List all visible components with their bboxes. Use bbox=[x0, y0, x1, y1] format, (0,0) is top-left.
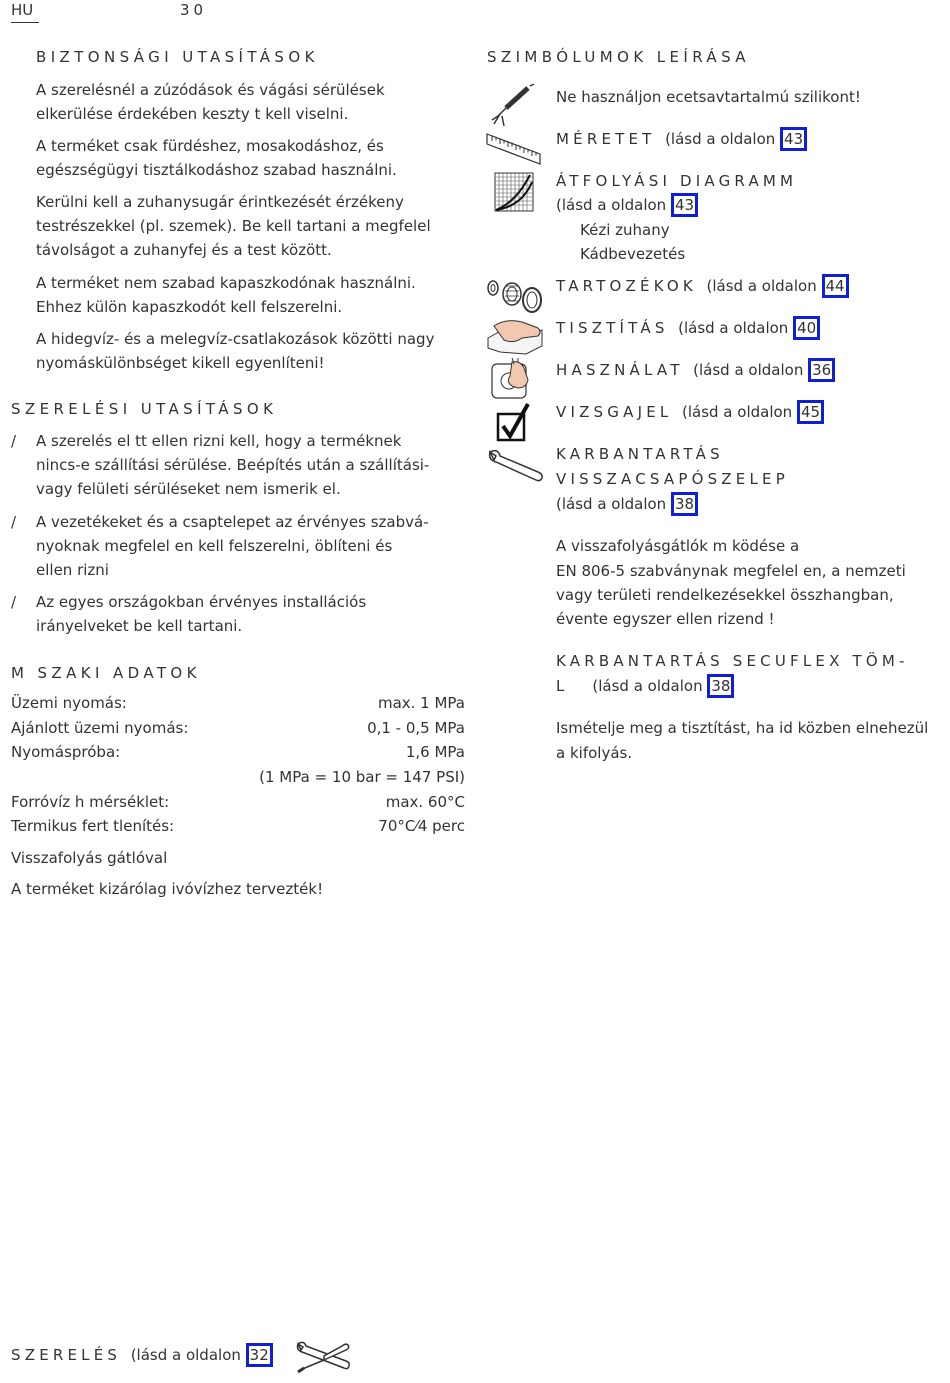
tools-icon bbox=[294, 1338, 352, 1376]
maintenance-text-line: EN 806-5 szabványnak megfelel en, a nemzeti bbox=[556, 562, 906, 580]
dimensions-label: MÉRETET bbox=[556, 130, 656, 148]
checkbox-icon bbox=[496, 402, 532, 444]
maintenance-valve-ref bbox=[556, 492, 698, 516]
maintenance-hose-label-2: L bbox=[556, 677, 569, 695]
safety-line: testrészekkel (pl. szemek). Be kell tartani a megfelel bbox=[36, 217, 431, 235]
install-line: vagy felületi sérüléseket nem ismerik el. bbox=[36, 480, 341, 498]
install-line: A szerelés el tt ellen rizni kell, hogy a terméknek bbox=[36, 432, 402, 450]
see-page-text: (lásd a oldalon bbox=[556, 495, 667, 513]
usage-icon bbox=[490, 358, 538, 400]
safety-line: A szerelésnél a zúzódások és vágási sérülések bbox=[36, 81, 385, 99]
safety-line: egészségügyi tisztálkodáshoz szabad használni. bbox=[36, 161, 397, 179]
tech-label: Forróvíz h mérséklet: bbox=[11, 793, 170, 811]
flow-sub-hand-shower: Kézi zuhany bbox=[580, 221, 670, 239]
maintenance-hose-page-link[interactable]: 38 bbox=[707, 674, 734, 698]
safety-line: A hidegvíz- és a melegvíz-csatlakozások közötti nagy bbox=[36, 330, 435, 348]
see-page-text: (lásd a oldalon bbox=[556, 196, 667, 214]
tech-label: Termikus fert tlenítés: bbox=[11, 817, 175, 835]
safety-title: BIZTONSÁGI UTASÍTÁSOK bbox=[36, 48, 319, 66]
maintenance-valve-label-1: KARBANTARTÁS bbox=[556, 445, 724, 463]
test-mark-label: VIZSGAJEL bbox=[556, 403, 673, 421]
tech-value: max. 60°C bbox=[385, 793, 465, 811]
tech-value: 1,6 MPa bbox=[405, 743, 465, 761]
flow-page-link[interactable]: 43 bbox=[671, 193, 698, 217]
footer-installation-label: SZERELÉS bbox=[11, 1346, 122, 1364]
bullet: / bbox=[11, 432, 17, 450]
maintenance-valve-page-link[interactable]: 38 bbox=[671, 492, 698, 516]
ruler-icon bbox=[486, 130, 542, 166]
install-line: Az egyes országokban érvényes installációs bbox=[36, 593, 367, 611]
install-line: nincs-e szállítási sérülése. Beépítés után a szállítási- bbox=[36, 456, 430, 474]
tech-title: M SZAKI ADATOK bbox=[11, 664, 201, 682]
tech-value: 70°C⁄4 perc bbox=[378, 817, 465, 835]
cleaning-row bbox=[556, 316, 820, 340]
see-page-text: (lásd a oldalon bbox=[706, 277, 817, 295]
usage-label: HASZNÁLAT bbox=[556, 361, 684, 379]
tech-value: 0,1 - 0,5 MPa bbox=[367, 719, 465, 737]
tech-label: Nyomáspróba: bbox=[11, 743, 121, 761]
repeat-text-line: Ismételje meg a tisztítást, ha id közben elnehezül bbox=[556, 719, 929, 737]
bullet: / bbox=[11, 513, 17, 531]
accessories-row bbox=[556, 274, 849, 298]
repeat-text-line: a kifolyás. bbox=[556, 744, 633, 762]
flow-diagram-icon bbox=[494, 172, 534, 212]
tech-value: (1 MPa = 10 bar = 147 PSI) bbox=[259, 768, 465, 786]
safety-line: Ehhez külön kapaszkodót kell felszerelni. bbox=[36, 298, 343, 316]
cleaning-icon bbox=[486, 316, 544, 356]
safety-line: A terméket csak fürdéshez, mosakodáshoz, és bbox=[36, 137, 384, 155]
see-page-text: (lásd a oldalon bbox=[681, 403, 793, 421]
flow-sub-bath-inlet: Kádbevezetés bbox=[580, 245, 686, 263]
footer-installation-row bbox=[11, 1343, 273, 1367]
wrench-icon bbox=[486, 446, 544, 486]
dimensions-page-link[interactable]: 43 bbox=[780, 127, 807, 151]
flow-diagram-label: ÁTFOLYÁSI DIAGRAMM bbox=[556, 172, 798, 190]
accessories-page-link[interactable]: 44 bbox=[822, 274, 849, 298]
install-line: nyoknak megfelel en kell felszerelni, öblíteni és bbox=[36, 537, 393, 555]
install-line: irányelveket be kell tartani. bbox=[36, 617, 243, 635]
test-mark-page-link[interactable]: 45 bbox=[797, 400, 824, 424]
tech-label: Üzemi nyomás: bbox=[11, 694, 127, 712]
safety-line: elkerülése érdekében keszty t kell viselni. bbox=[36, 105, 349, 123]
footer-page-link[interactable]: 32 bbox=[246, 1343, 273, 1367]
silicone-gun-icon bbox=[490, 84, 536, 128]
install-line: A vezetékeket és a csaptelepet az érvényes szabvá- bbox=[36, 513, 429, 531]
bullet: / bbox=[11, 593, 17, 611]
maintenance-text-line: évente egyszer ellen rizend ! bbox=[556, 610, 775, 628]
see-page-text: (lásd a oldalon bbox=[592, 677, 703, 695]
safety-line: nyomáskülönbséget kikell egyenlíteni! bbox=[36, 354, 325, 372]
drinking-water-text: A terméket kizárólag ivóvízhez tervezték! bbox=[11, 880, 324, 898]
backflow-text: Visszafolyás gátlóval bbox=[11, 849, 168, 867]
maintenance-hose-label-1: KARBANTARTÁS SECUFLEX TÖM- bbox=[556, 652, 909, 670]
see-page-text: (lásd a oldalon bbox=[693, 361, 804, 379]
silicone-warning: Ne használjon ecetsavtartalmú szilikont! bbox=[556, 88, 861, 106]
accessories-label: TARTOZÉKOK bbox=[556, 277, 697, 295]
test-mark-row bbox=[556, 400, 824, 424]
see-page-text: (lásd a oldalon bbox=[665, 130, 776, 148]
see-page-text: (lásd a oldalon bbox=[130, 1346, 241, 1364]
flow-diagram-ref bbox=[556, 193, 698, 217]
tech-value: max. 1 MPa bbox=[377, 694, 465, 712]
accessories-icon bbox=[486, 276, 544, 316]
maintenance-text-line: A visszafolyásgátlók m ködése a bbox=[556, 537, 800, 555]
cleaning-page-link[interactable]: 40 bbox=[793, 316, 820, 340]
install-title: SZERELÉSI UTASÍTÁSOK bbox=[11, 400, 278, 418]
install-line: ellen rizni bbox=[36, 561, 109, 579]
maintenance-valve-label-2: VISSZACSAPÓSZELEP bbox=[556, 470, 789, 488]
cleaning-label: TISZTÍTÁS bbox=[556, 319, 669, 337]
maintenance-text-line: vagy területi rendelkezésekkel összhangban, bbox=[556, 586, 894, 604]
tech-label: Ajánlott üzemi nyomás: bbox=[11, 719, 189, 737]
safety-line: A terméket nem szabad kapaszkodónak használni. bbox=[36, 274, 416, 292]
safety-line: távolságot a zuhanyfej és a test között. bbox=[36, 241, 332, 259]
header-underline bbox=[11, 22, 39, 23]
page-number: 30 bbox=[180, 1, 208, 19]
safety-line: Kerülni kell a zuhanysugár érintkezését érzékeny bbox=[36, 193, 404, 211]
symbols-title: SZIMBÓLUMOK LEÍRÁSA bbox=[487, 48, 750, 66]
dimensions-row bbox=[556, 127, 807, 151]
see-page-text: (lásd a oldalon bbox=[678, 319, 789, 337]
usage-page-link[interactable]: 36 bbox=[808, 358, 835, 382]
maintenance-hose-ref bbox=[556, 674, 734, 698]
language-code: HU bbox=[11, 1, 34, 19]
usage-row bbox=[556, 358, 835, 382]
